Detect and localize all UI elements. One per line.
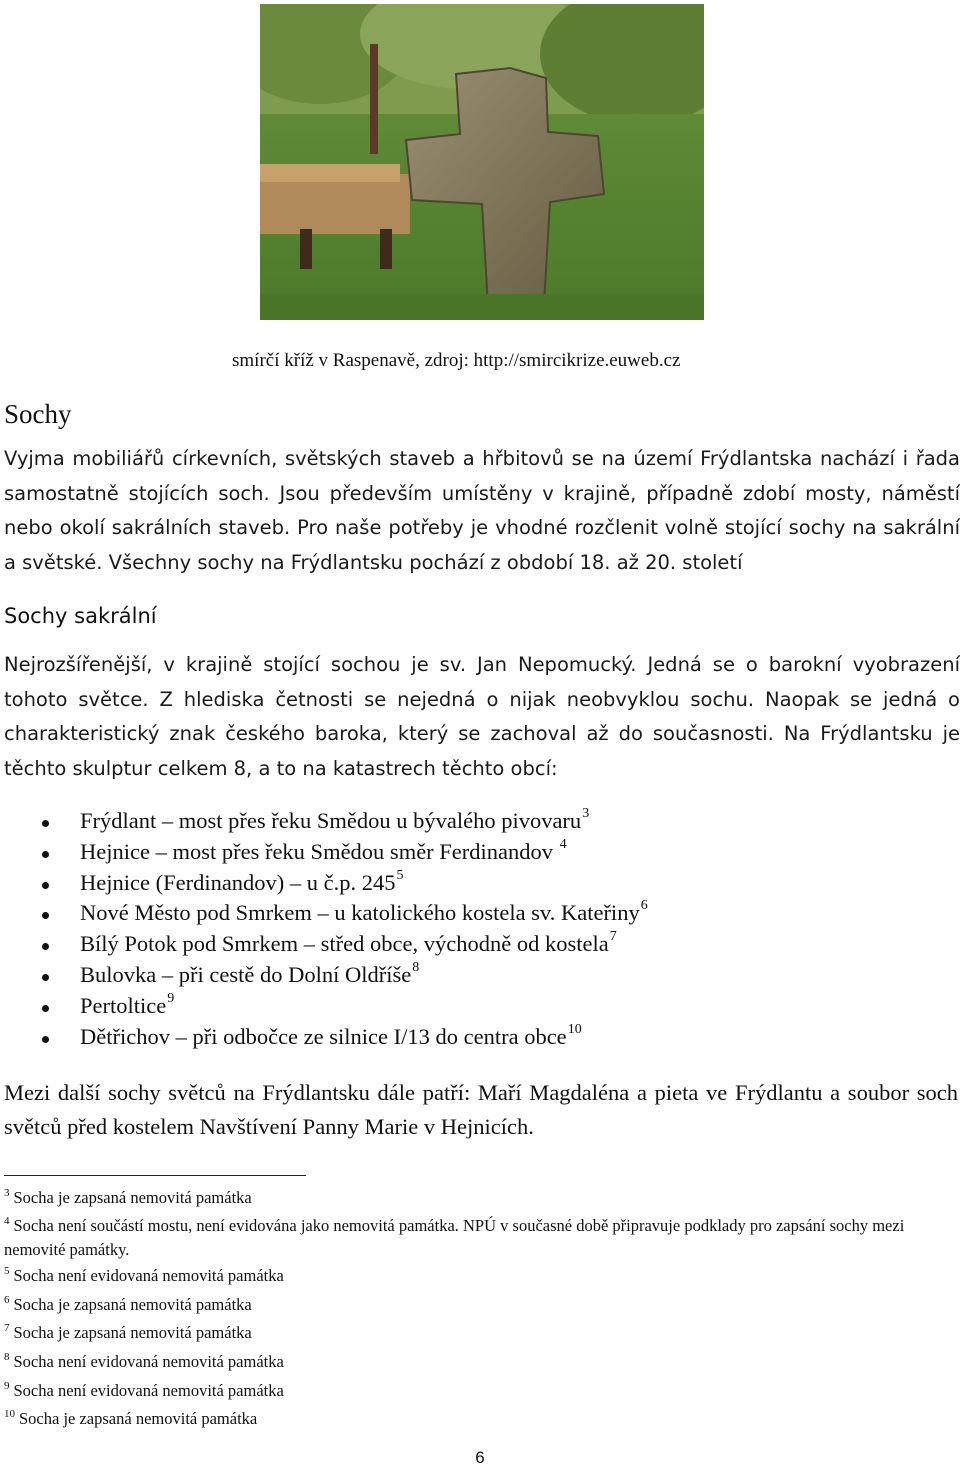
footnote-divider bbox=[4, 1175, 306, 1176]
bullet-icon bbox=[42, 974, 49, 981]
list-item: Nové Město pod Smrkem – u katolického kostela sv. Kateřiny$^6$ bbox=[0, 895, 648, 926]
bullet-icon bbox=[42, 882, 49, 889]
list-item: Pertoltice$^9$ bbox=[0, 988, 648, 1019]
footnote-ref: 10 bbox=[567, 1021, 582, 1037]
footnote: $^4$ Socha není součástí mostu, není evidována jako nemovitá památka. NPÚ v současné době připravuje podklady pro zapsání sochy mezi nemovité památky. bbox=[4, 1214, 905, 1260]
photo-caption: smírčí kříž v Raspenavě, zdroj: http://smircikrize.euweb.cz bbox=[232, 350, 681, 371]
footnote-number: 7 bbox=[4, 1322, 10, 1335]
footnote-ref: 9 bbox=[167, 990, 175, 1006]
bullet-icon bbox=[42, 912, 49, 919]
list-item: Bílý Potok pod Smrkem – střed obce, východně od kostela$^7$ bbox=[0, 926, 648, 957]
list-item: Dětřichov – při odbočce ze silnice I/13 do centra obce$^{10}$ bbox=[0, 1019, 648, 1050]
footnote: $^3$ Socha je zapsaná nemovitá památka bbox=[4, 1187, 252, 1207]
bullet-icon bbox=[42, 1005, 49, 1012]
list-item: Frýdlant – most přes řeku Smědou u bývalého pivovaru$^3$ bbox=[0, 803, 648, 834]
footnote-ref: 5 bbox=[396, 867, 404, 883]
footnote-number: 3 bbox=[4, 1187, 10, 1199]
location-list bbox=[0, 803, 648, 1049]
footnote: $^7$ Socha je zapsaná nemovitá památka bbox=[4, 1322, 252, 1343]
footnote: $^6$ Socha je zapsaná nemovitá památka bbox=[4, 1293, 252, 1314]
footnote-number: 8 bbox=[4, 1350, 10, 1363]
footnote-number: 5 bbox=[4, 1265, 10, 1278]
footnote-ref: 8 bbox=[412, 959, 420, 975]
footnote-number: 6 bbox=[4, 1293, 10, 1306]
footnote: $^9$ Socha není evidovaná nemovitá památka bbox=[4, 1379, 284, 1400]
footnote-number: 10 bbox=[4, 1408, 15, 1421]
footnote: $^5$ Socha není evidovaná nemovitá památka bbox=[4, 1265, 284, 1286]
other-statues-paragraph: Mezi další sochy světců na Frýdlantsku dále patří: Maří Magdaléna a pieta ve Frýdlantu a soubor soch světců před kostelem Navštívení Panny Marie v Hejnicích. bbox=[4, 1080, 958, 1139]
bullet-icon bbox=[42, 851, 49, 858]
intro-paragraph: Vyjma mobiliářů církevních, světských staveb a hřbitovů se na území Frýdlantska nachází i řada samostatně stojících soch. Jsou především umístěny v krajině, případně zdobí mosty, náměstí nebo okolí sakrálních staveb. Pro naše potřeby je vhodné rozčlenit volně stojící sochy na sakrální a světské. Všechny sochy na Frýdlantsku pochází z období 18. až 20. století bbox=[4, 447, 960, 574]
footnote-ref: 4 bbox=[559, 836, 567, 852]
list-item: Hejnice (Ferdinandov) – u č.p. $245^5$ bbox=[0, 865, 648, 896]
footnote: $^{10}$ Socha je zapsaná nemovitá památka bbox=[4, 1408, 258, 1429]
footnote-ref: 7 bbox=[609, 929, 617, 945]
bullet-icon bbox=[42, 820, 49, 827]
footnotes bbox=[4, 1186, 960, 1436]
nepomuk-paragraph: Nejrozšířenější, v krajině stojící sochou je sv. Jan Nepomucký. Jedná se o barokní vyobrazení tohoto světce. Z hlediska četnosti se nejedná o nijak neobvyklou sochu. Naopak se jedná o charakteristický znak českého baroka, který se zachoval až do současnosti. Na Frýdlantsku je těchto skulptur celkem 8, a to na katastrech těchto obcí: bbox=[4, 653, 960, 781]
footnote-number: 4 bbox=[4, 1214, 10, 1227]
list-item: Hejnice – most přes řeku Smědou směr Ferdinandov $^4$ bbox=[0, 834, 648, 865]
page-number: 6 bbox=[475, 1448, 485, 1467]
list-item: Bulovka – při cestě do Dolní Oldříše$^8$ bbox=[0, 957, 648, 988]
section-heading-sochy: Sochy bbox=[4, 399, 72, 429]
stone-cross-photo bbox=[260, 4, 704, 320]
footnote-ref: 6 bbox=[640, 898, 648, 914]
footnote-number: 9 bbox=[4, 1379, 10, 1392]
bullet-icon bbox=[42, 943, 49, 950]
footnote-ref: 3 bbox=[582, 806, 590, 821]
footnote: $^8$ Socha není evidovaná nemovitá památka bbox=[4, 1350, 284, 1371]
section-heading-sochy-sakralni: Sochy sakrální bbox=[4, 604, 157, 628]
bullet-icon bbox=[42, 1036, 49, 1043]
